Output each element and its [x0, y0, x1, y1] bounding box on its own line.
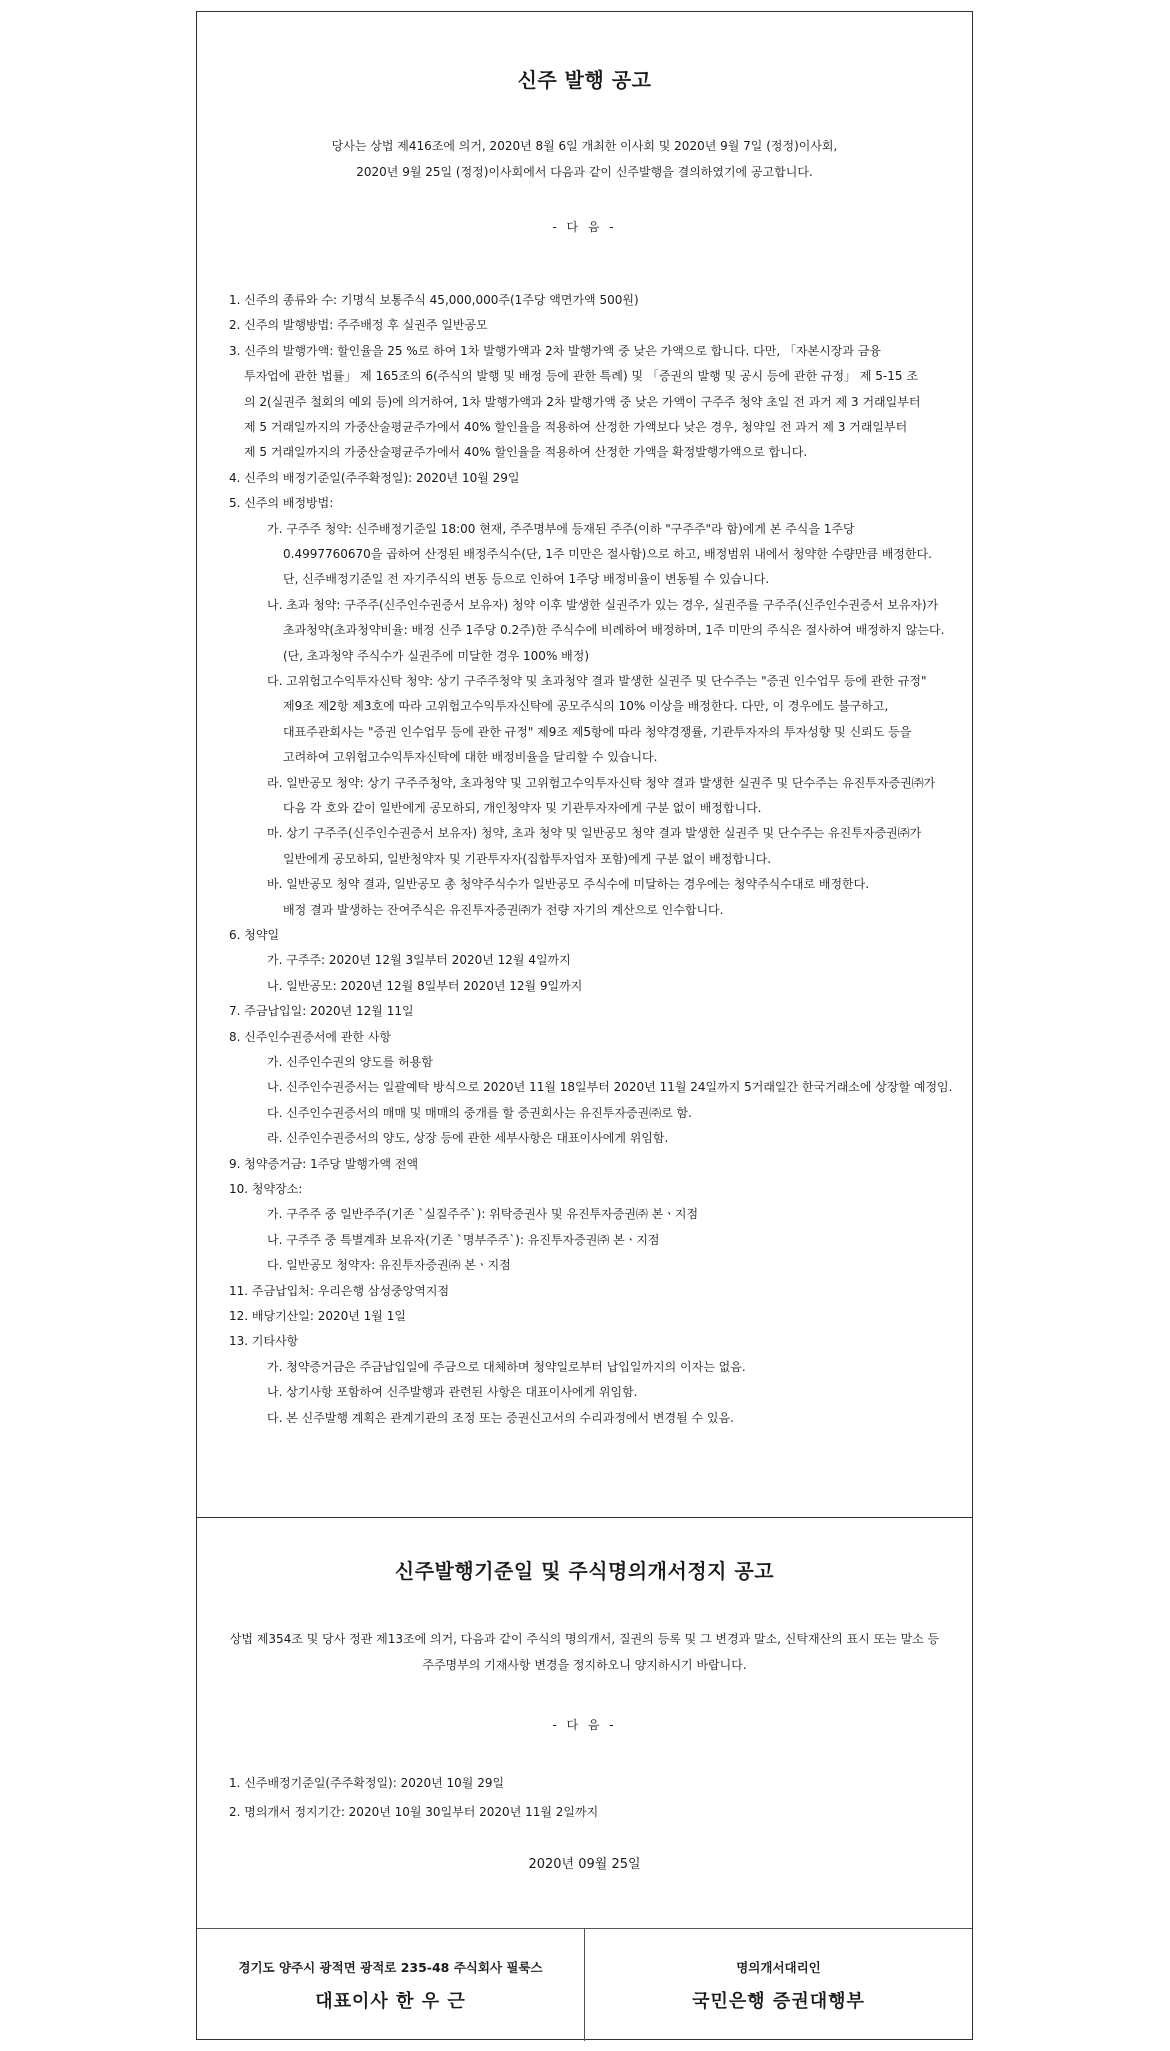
notice-item-line: 1. 신주의 종류와 수: 기명식 보통주식 45,000,000주(1주당 액면가액 500원)	[229, 293, 639, 307]
notice-item-line: 나. 일반공모: 2020년 12월 8일부터 2020년 12월 9일까지	[267, 978, 583, 993]
notice-date: 2020년 09월 25일	[528, 1857, 641, 1872]
notice-item-line: 12. 배당기산일: 2020년 1월 1일	[229, 1309, 406, 1323]
notice-item-line: 0.4997760670을 곱하여 산정된 배정주식수(단, 1주 미만은 절사함)으로 하고, 배정범위 내에서 청약한 수량만큼 배정한다.	[283, 547, 932, 561]
notice-item-line: 라. 일반공모 청약: 상기 구주주청약, 초과청약 및 고위험고수익투자신탁 청약 결과 발생한 실권주 및 단수주는 유진투자증권㈜가	[267, 775, 936, 790]
notice-intro-line: 2020년 9월 25일 (정정)이사회에서 다음과 같이 신주발행을 결의하였기에 공고합니다.	[356, 165, 813, 179]
notice-item-line: 고려하여 고위험고수익투자신탁에 대한 배정비율을 달리할 수 있습니다.	[283, 750, 658, 765]
notice-item-line: 10. 청약장소:	[229, 1182, 303, 1196]
notice-item-line: 8. 신주인수권증서에 관한 사항	[229, 1029, 391, 1044]
dasom-heading: - 다 음 -	[552, 220, 617, 234]
record-date-notice	[197, 1517, 972, 1928]
notice-item-line: 가. 구주주 청약: 신주배정기준일 18:00 현재, 주주명부에 등재된 주주(이하 "구주주"라 함)에게 본 주식을 1주당	[267, 521, 855, 536]
notice-item-line: 13. 기타사항	[229, 1334, 299, 1349]
notice-item-line: 2. 명의개서 정지기간: 2020년 10월 30일부터 2020년 11월 2일까지	[229, 1804, 599, 1819]
notice-item-line: 9. 청약증거금: 1주당 발행가액 전액	[229, 1156, 419, 1171]
notice-item-line: 4. 신주의 배정기준일(주주확정일): 2020년 10월 29일	[229, 470, 520, 485]
notice-title: 신주 발행 공고	[517, 68, 652, 92]
company-address: 경기도 양주시 광적면 광적로 235-48 주식회사 필룩스	[238, 1960, 543, 1975]
notice-item-line: 6. 청약일	[229, 928, 280, 942]
notice-intro-line: 상법 제354조 및 당사 정관 제13조에 의거, 다음과 같이 주식의 명의개서, 질권의 등록 및 그 변경과 말소, 신탁재산의 표시 또는 말소 등	[229, 1632, 940, 1646]
notice-frame	[196, 11, 973, 2040]
notice-intro-line: 주주명부의 기재사항 변경을 정지하오니 양지하시기 바랍니다.	[422, 1658, 747, 1672]
notice-item-line: 11. 주금납입처: 우리은행 삼성중앙역지점	[229, 1283, 450, 1298]
transfer-agent-name: 국민은행 증권대행부	[692, 1991, 865, 2012]
notice-item-line: 나. 신주인수권증서는 일괄예탁 방식으로 2020년 11월 18일부터 2020년 11월 24일까지 5거래일간 한국거래소에 상장할 예정임.	[267, 1080, 953, 1095]
notice-item-line: 마. 상기 구주주(신주인수권증서 보유자) 청약, 초과 청약 및 일반공모 청약 결과 발생한 실권주 및 단수주는 유진투자증권㈜가	[267, 826, 922, 841]
notice-item-line: 가. 신주인수권의 양도를 허용함	[267, 1055, 433, 1069]
notice-item-line: 의 2(실권주 철회의 예외 등)에 의거하여, 1차 발행가액과 2차 발행가액 중 낮은 가액이 구주주 청약 초일 전 과거 제 3 거래일부터	[244, 394, 921, 409]
notice-item-line: 다. 본 신주발행 계획은 관계기관의 조정 또는 증권신고서의 수리과정에서 변경될 수 있음.	[267, 1410, 734, 1425]
notice-item-line: 2. 신주의 발행방법: 주주배정 후 실권주 일반공모	[229, 318, 488, 333]
representative-name: 대표이사 한 우 근	[315, 1991, 466, 2012]
notice-item-line: 1. 신주배정기준일(주주확정일): 2020년 10월 29일	[229, 1776, 505, 1790]
notice-item-line: 제9조 제2항 제3호에 따라 고위험고수익투자신탁에 공모주식의 10% 이상을 배정한다. 다만, 이 경우에도 불구하고,	[283, 699, 889, 714]
notice-item-line: 가. 구주주 중 일반주주(기존 `실질주주`): 위탁증권사 및 유진투자증권㈜ 본ㆍ지점	[267, 1207, 699, 1222]
issuer-signature-block	[197, 1929, 584, 2041]
notice-item-line: 다음 각 호와 같이 일반에게 공모하되, 개인청약자 및 기관투자자에게 구분 없이 배정합니다.	[283, 801, 762, 815]
notice-item-line: 초과청약(초과청약비율: 배정 신주 1주당 0.2주)한 주식수에 비례하여 배정하며, 1주 미만의 주식은 절사하여 배정하지 않는다.	[283, 623, 945, 638]
notice-item-line: 일반에게 공모하되, 일반청약자 및 기관투자자(집합투자업자 포함)에게 구분 없이 배정합니다.	[283, 851, 772, 866]
notice-item-line: 제 5 거래일까지의 가중산술평균주가에서 40% 할인율을 적용하여 산정한 가액보다 낮은 경우, 청약일 전 과거 제 3 거래일부터	[244, 420, 908, 434]
notice-item-line: 5. 신주의 배정방법:	[229, 496, 334, 511]
notice-item-line: 다. 일반공모 청약자: 유진투자증권㈜ 본ㆍ지점	[267, 1258, 511, 1273]
notice-item-line: 바. 일반공모 청약 결과, 일반공모 총 청약주식수가 일반공모 주식수에 미달하는 경우에는 청약주식수대로 배정한다.	[267, 877, 870, 892]
signature-footer	[197, 1928, 972, 2041]
notice-item-line: (단, 초과청약 주식수가 실권주에 미달한 경우 100% 배정)	[283, 648, 590, 663]
notice-item-line: 가. 청약증거금은 주금납입일에 주금으로 대체하며 청약일로부터 납입일까지의 이자는 없음.	[267, 1359, 746, 1374]
transfer-agent-block	[584, 1929, 972, 2041]
notice-item-line: 다. 신주인수권증서의 매매 및 매매의 중개를 할 증권회사는 유진투자증권㈜로 함.	[267, 1105, 692, 1120]
notice-item-line: 대표주관회사는 "증권 인수업무 등에 관한 규정" 제9조 제5항에 따라 청약경쟁률, 기관투자자의 투자성향 및 신뢰도 등을	[283, 724, 912, 739]
notice-item-line: 나. 초과 청약: 구주주(신주인수권증서 보유자) 청약 이후 발생한 실권주가 있는 경우, 실권주를 구주주(신주인수권증서 보유자)가	[267, 597, 939, 612]
notice-item-line: 나. 상기사항 포함하여 신주발행과 관련된 사항은 대표이사에게 위임함.	[267, 1385, 638, 1400]
dasom-heading: - 다 음 -	[552, 1718, 617, 1732]
notice-item-line: 단, 신주배정기준일 전 자기주식의 변동 등으로 인하여 1주당 배정비율이 변동될 수 있습니다.	[283, 572, 770, 587]
transfer-agent-title: 명의개서대리인	[736, 1960, 821, 1975]
notice-item-line: 다. 고위험고수익투자신탁 청약: 상기 구주주청약 및 초과청약 결과 발생한 실권주 및 단수주는 "증권 인수업무 등에 관한 규정"	[267, 674, 927, 688]
notice-item-line: 제 5 거래일까지의 가중산술평균주가에서 40% 할인율을 적용하여 산정한 가액을 확정발행가액으로 합니다.	[244, 445, 808, 460]
notice-item-line: 나. 구주주 중 특별계좌 보유자(기존 `명부주주`): 유진투자증권㈜ 본ㆍ지점	[267, 1232, 660, 1247]
notice-intro-line: 당사는 상법 제416조에 의거, 2020년 8월 6일 개최한 이사회 및 2020년 9월 7일 (정정)이사회,	[331, 139, 838, 153]
notice-item-line: 3. 신주의 발행가액: 할인율을 25 %로 하여 1차 발행가액과 2차 발행가액 중 낮은 가액으로 합니다. 다만, 「자본시장과 금융	[229, 343, 881, 358]
new-share-issuance-notice	[197, 12, 972, 1517]
notice-item-line: 투자업에 관한 법률」 제 165조의 6(주식의 발행 및 배정 등에 관한 특례) 및 「증권의 발행 및 공시 등에 관한 규정」 제 5-15 조	[244, 369, 918, 384]
notice-item-line: 라. 신주인수권증서의 양도, 상장 등에 관한 세부사항은 대표이사에게 위임함.	[267, 1131, 669, 1146]
notice-item-line: 배정 결과 발생하는 잔여주식은 유진투자증권㈜가 전량 자기의 계산으로 인수합니다.	[283, 902, 724, 917]
notice-title: 신주발행기준일 및 주식명의개서정지 공고	[394, 1559, 775, 1583]
notice-item-line: 7. 주금납입일: 2020년 12월 11일	[229, 1004, 414, 1019]
notice-item-line: 가. 구주주: 2020년 12월 3일부터 2020년 12월 4일까지	[267, 953, 571, 968]
